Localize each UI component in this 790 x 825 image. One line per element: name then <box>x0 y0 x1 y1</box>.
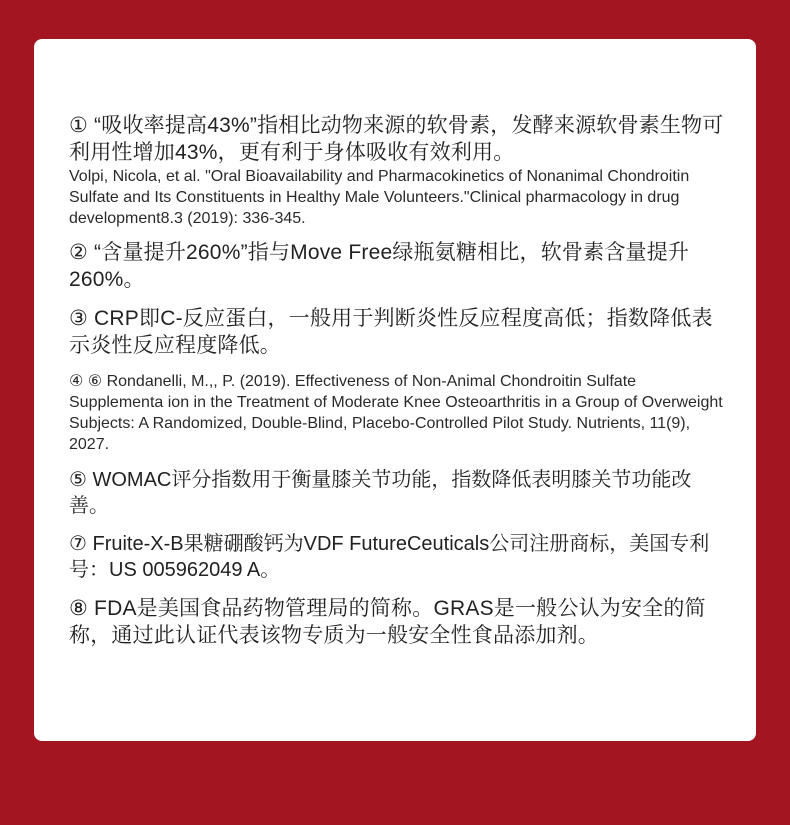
footnote-2 <box>69 239 724 293</box>
footnote-5-text: ⑤ WOMAC评分指数用于衡量膝关节功能，指数降低表明膝关节功能改善。 <box>69 469 692 517</box>
footnote-3 <box>69 305 724 359</box>
footnote-4-6 <box>69 371 724 455</box>
footnote-7 <box>69 531 724 583</box>
footnote-1 <box>69 112 724 229</box>
footnote-5 <box>69 467 724 519</box>
footnotes-list <box>69 112 724 649</box>
footnote-1-reference: Volpi, Nicola, et al. "Oral Bioavailability and Pharmacokinetics of Nonanimal Chondroitin Sulfate and Its Constituents in Healthy Male Volunteers."Clinical pharmacology in drug development8.3 (2019): 336-345. <box>69 168 690 227</box>
footnote-2-text: ② “含量提升260%”指与Move Free绿瓶氨糖相比，软骨素含量提升260%。 <box>69 241 690 291</box>
notes-card <box>34 39 756 741</box>
footnote-8-text: ⑧ FDA是美国食品药物管理局的简称。GRAS是一般公认为安全的简称，通过此认证代表该物专质为一般安全性食品添加剂。 <box>69 597 706 647</box>
footnote-3-text: ③ CRP即C-反应蛋白，一般用于判断炎性反应程度高低；指数降低表示炎性反应程度降低。 <box>69 307 713 357</box>
footnote-7-text: ⑦ Fruite-X-B果糖硼酸钙为VDF FutureCeuticals公司注册商标，美国专利号：US 005962049 A。 <box>69 533 710 581</box>
footnote-8 <box>69 595 724 649</box>
footnote-4-6-text: ④ ⑥ Rondanelli, M.,, P. (2019). Effectiveness of Non-Animal Chondroitin Sulfate Supplementa ion in the Treatment of Moderate Knee Osteoarthritis in a Group of Overweight Subjects: A Randomized, Double-Blind, Placebo-Controlled Pilot Study. Nutrients, 11(9), 2027. <box>69 373 723 453</box>
footnote-1-text: ① “吸收率提高43%”指相比动物来源的软骨素，发酵来源软骨素生物可利用性增加43%，更有利于身体吸收有效利用。 <box>69 114 724 164</box>
